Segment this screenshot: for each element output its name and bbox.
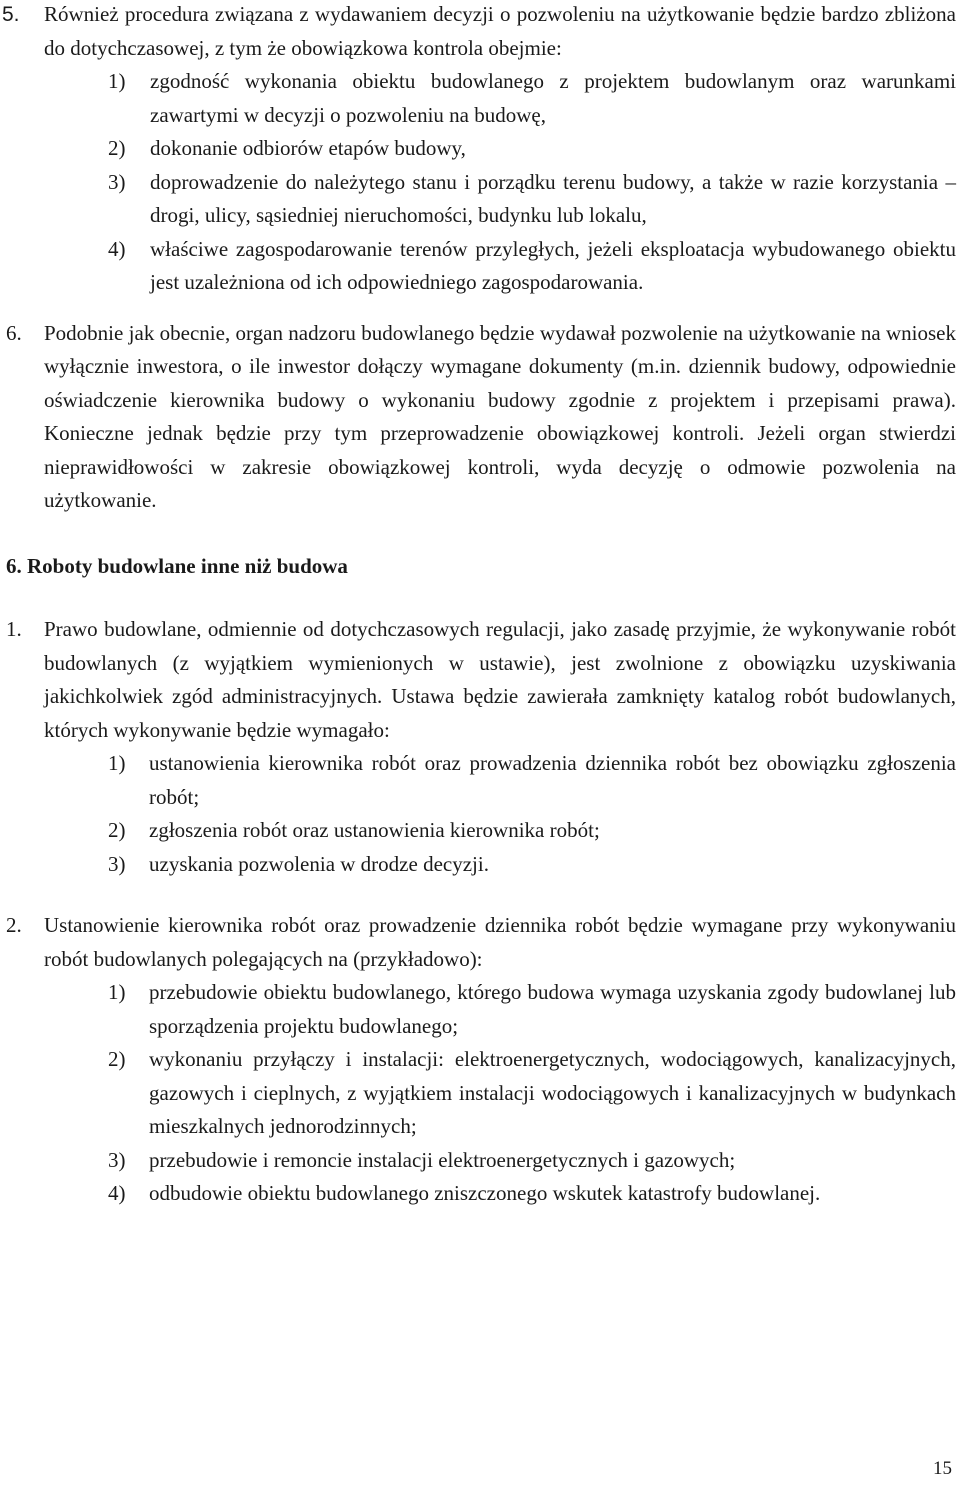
point-2-text: Ustanowienie kierownika robót oraz prowadzenie dziennika robót będzie wymagane przy wykonywaniu robót budowlanych polegających na (przykładowo): bbox=[44, 913, 956, 971]
point-1-paragraph bbox=[0, 613, 960, 747]
list-item-number: 3) bbox=[108, 169, 126, 194]
section-6-number: 6. bbox=[6, 320, 22, 345]
point-2-number: 2. bbox=[6, 913, 22, 937]
list-item-text: zgodność wykonania obiektu budowlanego z projektem budowlanym oraz warunkami zawartymi w decyzji o pozwoleniu na budowę, bbox=[150, 69, 956, 127]
list-item-number: 3) bbox=[108, 851, 126, 876]
list-item bbox=[0, 65, 960, 132]
section-5-number: 5. bbox=[2, 3, 20, 26]
list-item bbox=[0, 814, 960, 848]
list-item-text: uzyskania pozwolenia w drodze decyzji. bbox=[149, 851, 489, 876]
point-1-number: 1. bbox=[6, 617, 22, 641]
point-1 bbox=[0, 613, 960, 881]
section-5 bbox=[0, 0, 960, 300]
list-item bbox=[0, 1177, 960, 1211]
list-item bbox=[0, 747, 960, 814]
list-item bbox=[0, 976, 960, 1043]
list-item bbox=[0, 848, 960, 882]
list-item-text: wykonaniu przyłączy i instalacji: elektroenergetycznych, wodociągowych, kanalizacyjnych, gazowych i cieplnych, z wyjątkiem instalacji wodociągowych i kanalizacyjnych w budynkach mieszkalnych jednorodzinnych; bbox=[149, 1047, 956, 1138]
point-2-paragraph bbox=[0, 909, 960, 976]
point-2-list bbox=[0, 976, 960, 1211]
point-1-text: Prawo budowlane, odmiennie od dotychczasowych regulacji, jako zasadę przyjmie, że wykonywanie robót budowlanych (z wyjątkiem wymienionych w ustawie), jest zwolnione z obowiązku uzyskiwania jakichkolwiek zgód administracyjnych. Ustawa będzie zawierała zamknięty katalog robót budowlanych, których wykonywanie będzie wymagało: bbox=[44, 617, 956, 742]
list-item-number: 1) bbox=[108, 751, 126, 775]
section-5-list bbox=[0, 65, 960, 300]
list-item-number: 4) bbox=[108, 1181, 126, 1205]
list-item-number: 2) bbox=[108, 1047, 126, 1071]
list-item-text: odbudowie obiektu budowlanego zniszczonego wskutek katastrofy budowlanej. bbox=[149, 1181, 821, 1205]
list-item bbox=[0, 132, 960, 166]
list-item-text: zgłoszenia robót oraz ustanowienia kierownika robót; bbox=[149, 818, 600, 842]
section-heading: 6. Roboty budowlane inne niż budowa bbox=[6, 553, 348, 578]
section-5-intro bbox=[0, 0, 960, 65]
list-item-number: 2) bbox=[108, 136, 126, 160]
list-item-number: 2) bbox=[108, 818, 126, 842]
list-item-text: dokonanie odbiorów etapów budowy, bbox=[150, 136, 466, 160]
list-item bbox=[0, 1144, 960, 1178]
section-5-intro-text: Również procedura związana z wydawaniem decyzji o pozwoleniu na użytkowanie będzie bardzo zbliżona do dotychczasowej, z tym że obowiązkowa kontrola obejmie: bbox=[44, 2, 956, 60]
list-item-text: właściwe zagospodarowanie terenów przyległych, jeżeli eksploatacja wybudowanego obiektu jest uzależniona od ich odpowiedniego zagospodarowania. bbox=[150, 236, 956, 294]
section-6-text: Podobnie jak obecnie, organ nadzoru budowlanego będzie wydawał pozwolenie na użytkowanie na wniosek wyłącznie inwestora, o ile inwestor dołączy wymagane dokumenty (m.in. dziennik budowy, odpowiednie oświadczenie kierownika budowy o wykonaniu budowy zgodnie z projektem i przepisami prawa). Konieczne jednak będzie przy tym przeprowadzenie obowiązkowej kontroli. Jeżeli organ stwierdzi nieprawidłowości w zakresie obowiązkowej kontroli, wyda decyzję o odmowie pozwolenia na użytkowanie. bbox=[44, 320, 956, 512]
list-item-text: ustanowienia kierownika robót oraz prowadzenia dziennika robót bez obowiązku zgłoszenia robót; bbox=[149, 751, 956, 809]
list-item-text: przebudowie obiektu budowlanego, którego budowa wymaga uzyskania zgody budowlanej lub sporządzenia projektu budowlanego; bbox=[149, 980, 956, 1038]
point-1-list bbox=[0, 747, 960, 881]
list-item bbox=[0, 166, 960, 233]
list-item-number: 3) bbox=[108, 1147, 126, 1172]
list-item-number: 1) bbox=[108, 980, 126, 1004]
list-item-number: 1) bbox=[108, 69, 126, 93]
list-item-number: 4) bbox=[108, 236, 126, 261]
point-2 bbox=[0, 909, 960, 1211]
list-item-text: przebudowie i remoncie instalacji elektroenergetycznych i gazowych; bbox=[149, 1147, 736, 1172]
list-item bbox=[0, 1043, 960, 1144]
section-6 bbox=[0, 317, 960, 518]
list-item-text: doprowadzenie do należytego stanu i porządku terenu budowy, a także w razie korzystania – drogi, ulicy, sąsiedniej nieruchomości, budynku lub lokalu, bbox=[150, 169, 956, 227]
list-item bbox=[0, 233, 960, 300]
page-number: 15 bbox=[933, 1458, 952, 1479]
